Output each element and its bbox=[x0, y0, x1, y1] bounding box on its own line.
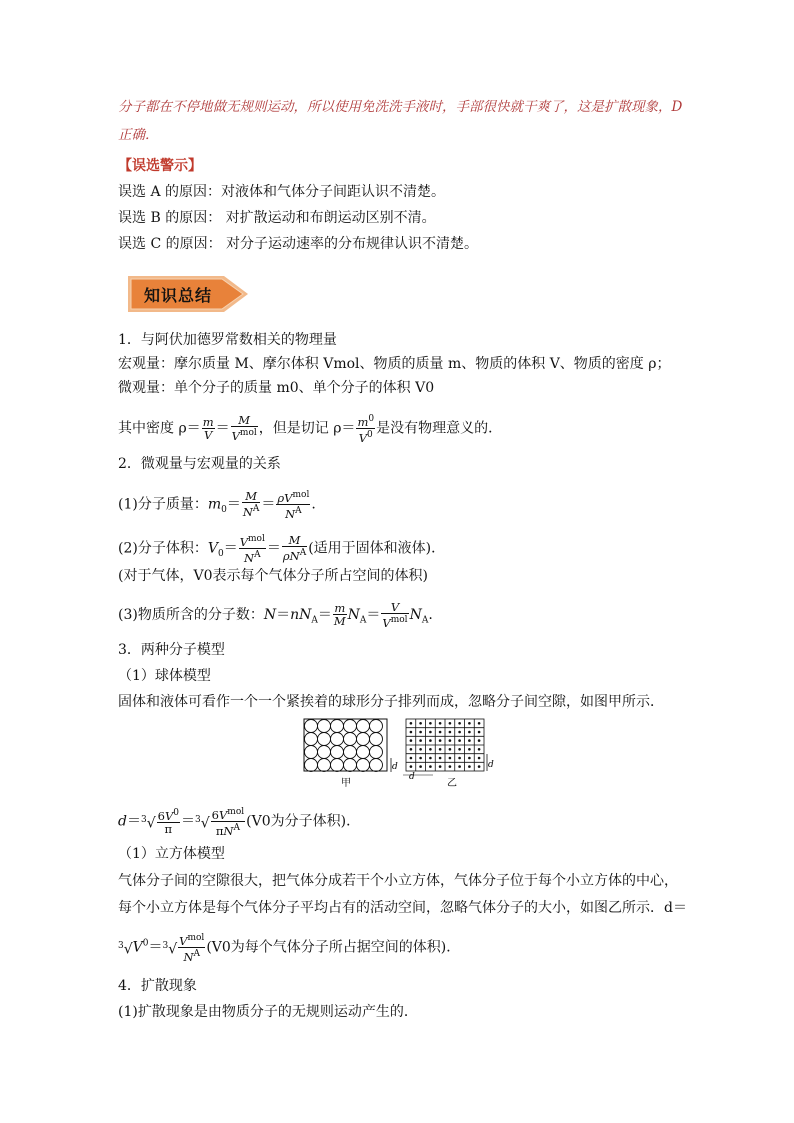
figure-jia-sphere-model bbox=[303, 718, 403, 790]
warning-item-a: 误选 A 的原因：对液体和气体分子间距认识不清楚。 bbox=[118, 184, 446, 200]
knowledge-summary-badge bbox=[126, 272, 250, 316]
figure-yi-cube-model bbox=[403, 718, 495, 790]
density-mid: ，但是切记 ρ＝ bbox=[258, 420, 356, 437]
cube-formula-note: (V0为每个气体分子所占据空间的体积)． bbox=[206, 939, 461, 956]
volume-label: (2)分子体积： bbox=[118, 540, 208, 557]
section1-macro: 宏观量：摩尔质量 M、摩尔体积 Vmol、物质的质量 m、物质的体积 V、物质的密度 ρ； bbox=[118, 356, 671, 372]
gas-note: (对于气体，V0表示每个气体分子所占空间的体积) bbox=[118, 568, 428, 584]
density-pre: 其中密度 ρ＝ bbox=[118, 420, 201, 437]
section4-title: 4．扩散现象 bbox=[118, 978, 197, 994]
count-formula-line: (3)物质所含的分子数：$N=nN_A=$ $\frac{m}{M}$ $N_A=$ $\frac{V}{V^{mol}}$ $N_A$. bbox=[118, 600, 433, 630]
svg-text:d: d bbox=[488, 760, 494, 770]
cube-desc-2: 每个小立方体是每个气体分子平均占有的活动空间，忽略气体分子的大小，如图乙所示．d＝ bbox=[118, 900, 687, 916]
figure-jia-label: 甲 bbox=[341, 778, 351, 789]
explanation-line-1: 分子都在不停地做无规则运动，所以使用免洗洗手液时，手部很快就干爽了，这是扩散现象，D bbox=[118, 99, 683, 115]
warning-item-c: 误选 C 的原因： 对分子运动速率的分布规律认识不清楚。 bbox=[118, 236, 479, 252]
section2-title: 2．微观量与宏观量的关系 bbox=[118, 456, 281, 472]
volume-formula-line: (2)分子体积：$V_0=$ $\frac{V^{mol}}{N^A}$ ＝ $\frac{M}{\rho N^A}$ (适用于固体和液体)． bbox=[118, 533, 446, 565]
mass-formula-line: (1)分子质量：$m_0=$ $\frac{M}{N^A}$ ＝ $\frac{\rho V^{mol}}{N^A}$ . bbox=[118, 489, 316, 521]
mass-label: (1)分子质量： bbox=[118, 496, 208, 513]
section3-title: 3．两种分子模型 bbox=[118, 642, 225, 658]
count-label: (3)物质所含的分子数： bbox=[118, 606, 264, 623]
volume-note: (适用于固体和液体)． bbox=[308, 540, 446, 557]
figure-yi-label: 乙 bbox=[447, 778, 457, 789]
section4-item1: (1)扩散现象是由物质分子的无规则运动产生的． bbox=[118, 1004, 418, 1020]
explanation-line-2: 正确． bbox=[118, 127, 159, 143]
cube-model-title: （1）立方体模型 bbox=[118, 846, 225, 862]
section1-micro: 微观量：单个分子的质量 m0、单个分子的体积 V0 bbox=[118, 380, 435, 396]
svg-text:d: d bbox=[392, 762, 398, 772]
sphere-formula-note: (V0为分子体积)． bbox=[246, 813, 361, 830]
sphere-model-title: （1）球体模型 bbox=[118, 668, 211, 684]
section1-title: 1．与阿伏加德罗常数相关的物理量 bbox=[118, 332, 337, 348]
warning-item-b: 误选 B 的原因： 对扩散运动和布朗运动区别不清。 bbox=[118, 210, 436, 226]
warning-heading: 【误选警示】 bbox=[118, 158, 202, 174]
density-post: 是没有物理意义的． bbox=[376, 420, 503, 437]
density-formula-line: 其中密度 ρ＝ $\frac{m}{V}$ ＝ $\frac{M}{V^{mol}}$ ，但是切记 ρ＝ $\frac{m^0}{V^0}$ 是没有物理意义的． bbox=[118, 413, 503, 445]
sphere-formula-line: d＝$^3$√ $\frac{6V^0}{\pi}$ ＝$^3$√ $\frac{6V^{mol}}{\pi N^A}$ (V0为分子体积)． bbox=[118, 807, 361, 838]
cube-formula-line: $^3√V^0=^3√$ $\frac{V^{mol}}{N^A}$ (V0为每个气体分子所占据空间的体积)． bbox=[118, 933, 461, 964]
svg-text:d: d bbox=[409, 772, 415, 782]
badge-label: 知识总结 bbox=[144, 286, 213, 305]
cube-desc-1: 气体分子间的空隙很大，把气体分成若干个小立方体，气体分子位于每个小立方体的中心， bbox=[118, 873, 678, 889]
sphere-model-desc: 固体和液体可看作一个一个紧挨着的球形分子排列而成，忽略分子间空隙，如图甲所示． bbox=[118, 694, 664, 710]
